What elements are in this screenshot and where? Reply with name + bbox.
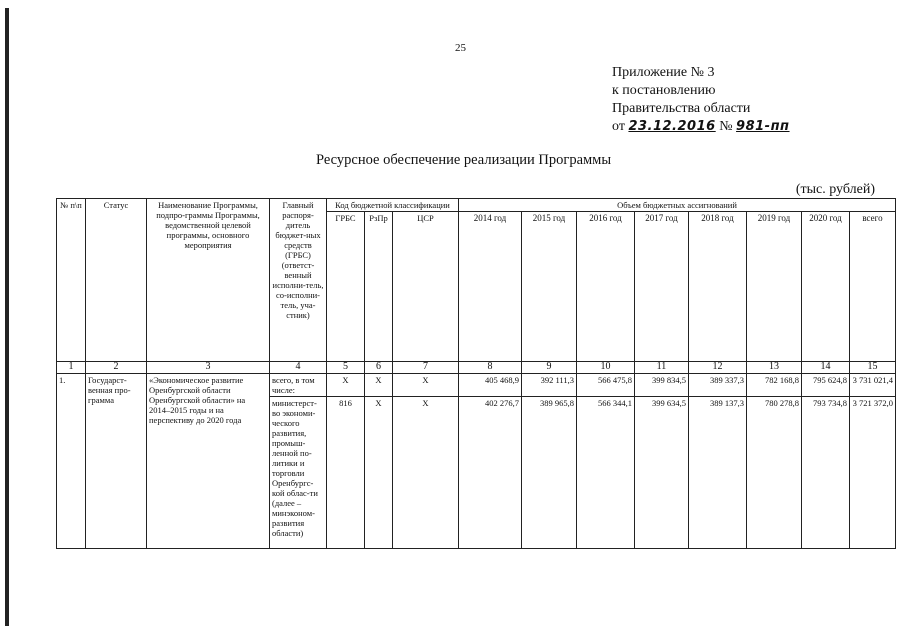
header-year-2017: 2017 год — [635, 212, 689, 362]
row-value-total: 3 731 021,4 — [850, 374, 896, 397]
column-number: 11 — [635, 362, 689, 374]
column-number: 14 — [802, 362, 850, 374]
header-csr: ЦСР — [393, 212, 459, 362]
row-grbs: 816 — [327, 397, 365, 549]
row-value-2015: 389 965,8 — [522, 397, 577, 549]
table-row — [57, 374, 896, 397]
row-grbs: Х — [327, 374, 365, 397]
row-main-manager: всего, в том числе: — [270, 374, 327, 397]
column-number: 10 — [577, 362, 635, 374]
header-year-2016: 2016 год — [577, 212, 635, 362]
header-total: всего — [850, 212, 896, 362]
header-name: Наименование Программы, подпро-граммы Программы, ведомственной целевой программы, основного мероприятия — [147, 199, 270, 362]
appendix-line-1: Приложение № 3 — [612, 65, 715, 80]
row-main-manager: министерст-во экономи-ческого развития, промыш-ленной по-литики и торговли Оренбургс-кой облас-ти (далее – минэконом-развития области) — [270, 397, 327, 549]
header-year-2020: 2020 год — [802, 212, 850, 362]
row-value-2016: 566 344,1 — [577, 397, 635, 549]
page-number: 25 — [455, 42, 466, 54]
header-num: № п\п — [57, 199, 86, 362]
row-value-2020: 795 624,8 — [802, 374, 850, 397]
header-row-1 — [57, 199, 896, 212]
column-number: 7 — [393, 362, 459, 374]
row-csr: Х — [393, 397, 459, 549]
column-number: 2 — [86, 362, 147, 374]
column-number: 15 — [850, 362, 896, 374]
row-value-2016: 566 475,8 — [577, 374, 635, 397]
row-value-2017: 399 634,5 — [635, 397, 689, 549]
column-number: 9 — [522, 362, 577, 374]
header-main-manager: Главный распоря-дитель бюджет-ных средств (ГРБС) (ответст-венный исполни-тель, со-исполни-тель, уча-стник) — [270, 199, 327, 362]
row-rzpr: Х — [365, 374, 393, 397]
document-title: Ресурсное обеспечение реализации Программы — [316, 152, 612, 168]
handwritten-number: 981-пп — [736, 119, 790, 134]
row-value-2018: 389 337,3 — [689, 374, 747, 397]
column-number: 13 — [747, 362, 802, 374]
row-csr: Х — [393, 374, 459, 397]
number-sign: № — [719, 119, 733, 134]
row-value-2019: 780 278,8 — [747, 397, 802, 549]
column-number: 4 — [270, 362, 327, 374]
row-status: Государст-венная про-грамма — [86, 374, 147, 549]
appendix-block — [612, 64, 790, 136]
handwritten-date: 23.12.2016 — [628, 119, 716, 134]
resource-table — [56, 198, 896, 549]
row-value-2018: 389 137,3 — [689, 397, 747, 549]
date-prefix: от — [612, 119, 625, 134]
column-number: 12 — [689, 362, 747, 374]
header-grbs: ГРБС — [327, 212, 365, 362]
column-number: 6 — [365, 362, 393, 374]
row-number: 1. — [57, 374, 86, 549]
header-year-2018: 2018 год — [689, 212, 747, 362]
page-binding-line — [5, 8, 9, 626]
row-value-2014: 405 468,9 — [459, 374, 522, 397]
column-number: 3 — [147, 362, 270, 374]
row-value-2019: 782 168,8 — [747, 374, 802, 397]
row-value-2020: 793 734,8 — [802, 397, 850, 549]
header-rzpr: РзПр — [365, 212, 393, 362]
row-value-total: 3 721 372,0 — [850, 397, 896, 549]
header-year-2014: 2014 год — [459, 212, 522, 362]
row-program-name: «Экономическое развитие Оренбургской области Оренбургской области» на 2014–2015 годы и на перспективу до 2020 года — [147, 374, 270, 549]
column-number: 8 — [459, 362, 522, 374]
header-year-2019: 2019 год — [747, 212, 802, 362]
row-value-2015: 392 111,3 — [522, 374, 577, 397]
header-year-2015: 2015 год — [522, 212, 577, 362]
appendix-line-2: к постановлению — [612, 83, 716, 98]
row-value-2014: 402 276,7 — [459, 397, 522, 549]
column-number: 1 — [57, 362, 86, 374]
row-value-2017: 399 834,5 — [635, 374, 689, 397]
header-code-group: Код бюджетной классификации — [327, 199, 459, 212]
appendix-date-line — [612, 118, 790, 136]
units-label: (тыс. рублей) — [795, 182, 875, 197]
row-rzpr: Х — [365, 397, 393, 549]
appendix-line-3: Правительства области — [612, 101, 751, 116]
header-status: Статус — [86, 199, 147, 362]
header-volume-group: Объем бюджетных ассигнований — [459, 199, 896, 212]
column-number: 5 — [327, 362, 365, 374]
column-number-row — [57, 362, 896, 374]
